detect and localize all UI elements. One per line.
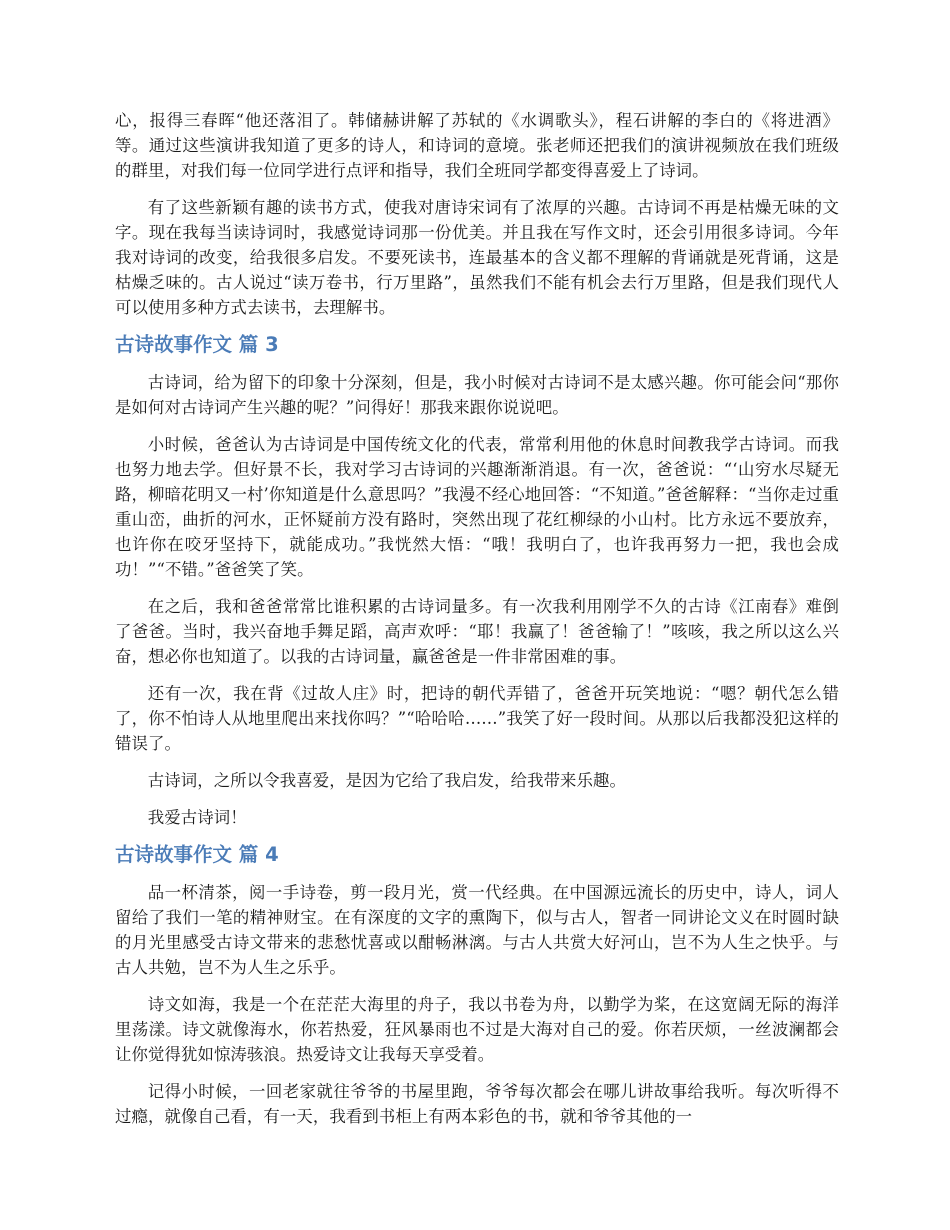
paragraph: 我爱古诗词！ [147,808,247,827]
paragraph: 小时候，爸爸认为古诗词是中国传统文化的代表，常常利用他的休息时间教我学古诗词。而我也努力地去学。但好景不长，我对学习古诗词的兴趣渐渐消退。有一次，爸爸说：“‘山穷水尽疑无路，柳暗花明又一村’你知道是什么意思吗？”我漫不经心地回答：“不知道。”爸爸解释：“当你走过重重山峦，曲折的河水，正怀疑前方没有路时，突然出现了花红柳绿的小山村。比方永远不要放弃，也许你在咬牙坚持下，就能成功。”我恍然大悟：“哦！我明白了，也许我再努力一把，我也会成功！”“不错。”爸爸笑了笑。 [115,435,839,579]
document-body [115,108,839,1141]
section-heading-3: 古诗故事作文 篇 3 [115,333,279,356]
paragraph: 古诗词，给为留下的印象十分深刻，但是，我小时候对古诗词不是太感兴趣。你可能会问“那你是如何对古诗词产生兴趣的呢？”问得好！那我来跟你说说吧。 [115,373,839,417]
paragraph: 古诗词，之所以令我喜爱，是因为它给了我启发，给我带来乐趣。 [147,771,627,790]
paragraph: 诗文如海，我是一个在茫茫大海里的舟子，我以书卷为舟，以勤学为桨，在这宽阔无际的海洋里荡漾。诗文就像海水，你若热爱，狂风暴雨也不过是大海对自己的爱。你若厌烦，一丝波澜都会让你觉得犹如惊涛骇浪。热爱诗文让我每天享受着。 [115,995,839,1064]
paragraph: 在之后，我和爸爸常常比谁积累的古诗词量多。有一次我利用刚学不久的古诗《江南春》难倒了爸爸。当时，我兴奋地手舞足蹈，高声欢呼：“耶！我赢了！爸爸输了！”咳咳，我之所以这么兴奋，想必你也知道了。以我的古诗词量，赢爸爸是一件非常困难的事。 [115,597,839,666]
paragraph: 品一杯清茶，阅一手诗卷，剪一段月光，赏一代经典。在中国源远流长的历史中，诗人，词人留给了我们一笔的精神财宝。在有深度的文字的熏陶下，似与古人，智者一同讲论文义在时圆时缺的月光里感受古诗文带来的悲愁忧喜或以酣畅淋漓。与古人共赏大好河山，岂不为人生之快乎。与古人共勉，岂不为人生之乐乎。 [115,883,839,977]
paragraph: 心，报得三春晖“他还落泪了。韩储赫讲解了苏轼的《水调歌头》，程石讲解的李白的《将进酒》等。通过这些演讲我知道了更多的诗人，和诗词的意境。张老师还把我们的演讲视频放在我们班级的群里，对我们每一位同学进行点评和指导，我们全班同学都变得喜爱上了诗词。 [115,111,839,180]
paragraph: 还有一次，我在背《过故人庄》时，把诗的朝代弄错了，爸爸开玩笑地说：“嗯？朝代怎么错了，你不怕诗人从地里爬出来找你吗？”“哈哈哈……”我笑了好一段时间。从那以后我都没犯这样的错误了。 [115,684,839,753]
paragraph: 有了这些新颖有趣的读书方式，使我对唐诗宋词有了浓厚的兴趣。古诗词不再是枯燥无味的文字。现在我每当读诗词时，我感觉诗词那一份优美。并且我在写作文时，还会引用很多诗词。今年我对诗词的改变，给我很多启发。不要死读书，连最基本的含义都不理解的背诵就是死背诵，这是枯燥乏味的。古人说过“读万卷书，行万里路”，虽然我们不能有机会去行万里路，但是我们现代人可以使用多种方式去读书，去理解书。 [115,198,839,317]
paragraph: 记得小时候，一回老家就往爷爷的书屋里跑，爷爷每次都会在哪儿讲故事给我听。每次听得不过瘾，就像自己看，有一天，我看到书柜上有两本彩色的书，就和爷爷其他的一 [115,1082,839,1126]
section-heading-4: 古诗故事作文 篇 4 [115,843,279,866]
